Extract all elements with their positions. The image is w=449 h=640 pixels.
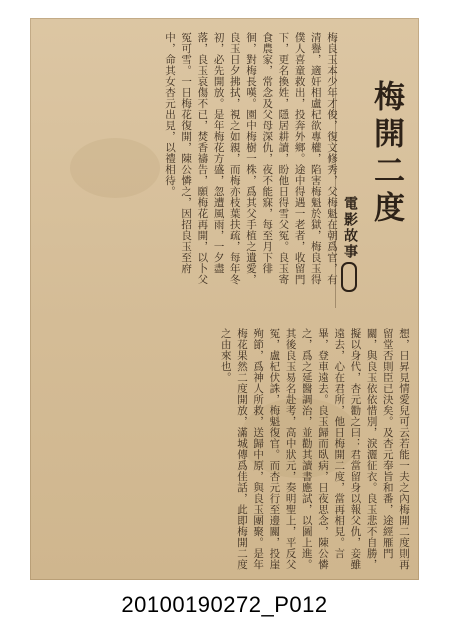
story-subtitle: 電影故事 — [342, 196, 358, 260]
document-page — [30, 18, 419, 580]
story-text-top: 梅良玉本少年才俊，復文修秀，父梅魁在朝爲官，有清譽，適奸相盧杞欲專權，陷害梅魁於獄，梅良玉得僕人喜童救出，投奔外鄉。途中得遇一老者，收留門下，更名換姓，隱居耕讀，盼他日得雪父冤。良玉寄食農家，常念及父母深仇，夜不能寐，每至月下徘徊，對梅長嘆。園中梅樹一株，爲其父手植之遺愛，良玉日夕拂拭，視之如親，而梅亦枝葉扶疏，每年冬初，必先開放。是年梅花方盛，忽遭風雨，一夕盡落，良玉哀傷不已，焚香禱告，願梅花再開，以卜父冤可雪。一日梅花復開，陳公憐之，因招良玉至府中，命其女杏元出見，以禮相待。 — [163, 32, 338, 285]
ornament-icon — [341, 262, 357, 292]
story-text-bottom: 想，日昇見情愛兒可云若能一夫之內梅開二度則再留堂否則臣已決矣。及杏元奉旨和番，途經雁門關，與良玉依依惜別，淚灑征衣。良玉悲不自勝，擬以身代，杏元勸之曰：君當留身以報父仇，妾雖遠去，心在君所，他日梅開二度，當再相見。言畢，登車遠去。良玉歸而臥病，日夜思念，陳公憐之，爲之延醫調治，並勸其讀書應試，以圖上進。其後良玉易名赴考，高中狀元，奏明聖上，平反父冤，盧杞伏誅，梅魁復官。而杏元行至邊關，投崖殉節，爲神人所救，送歸中原，與良玉團聚。是年梅花果然二度開放，滿城傳爲佳話，此即梅開二度之由來也。 — [219, 328, 410, 570]
title-divider — [335, 38, 336, 308]
story-title: 梅開二度 — [368, 80, 404, 228]
image-caption: 20100190272_P012 — [121, 592, 328, 617]
